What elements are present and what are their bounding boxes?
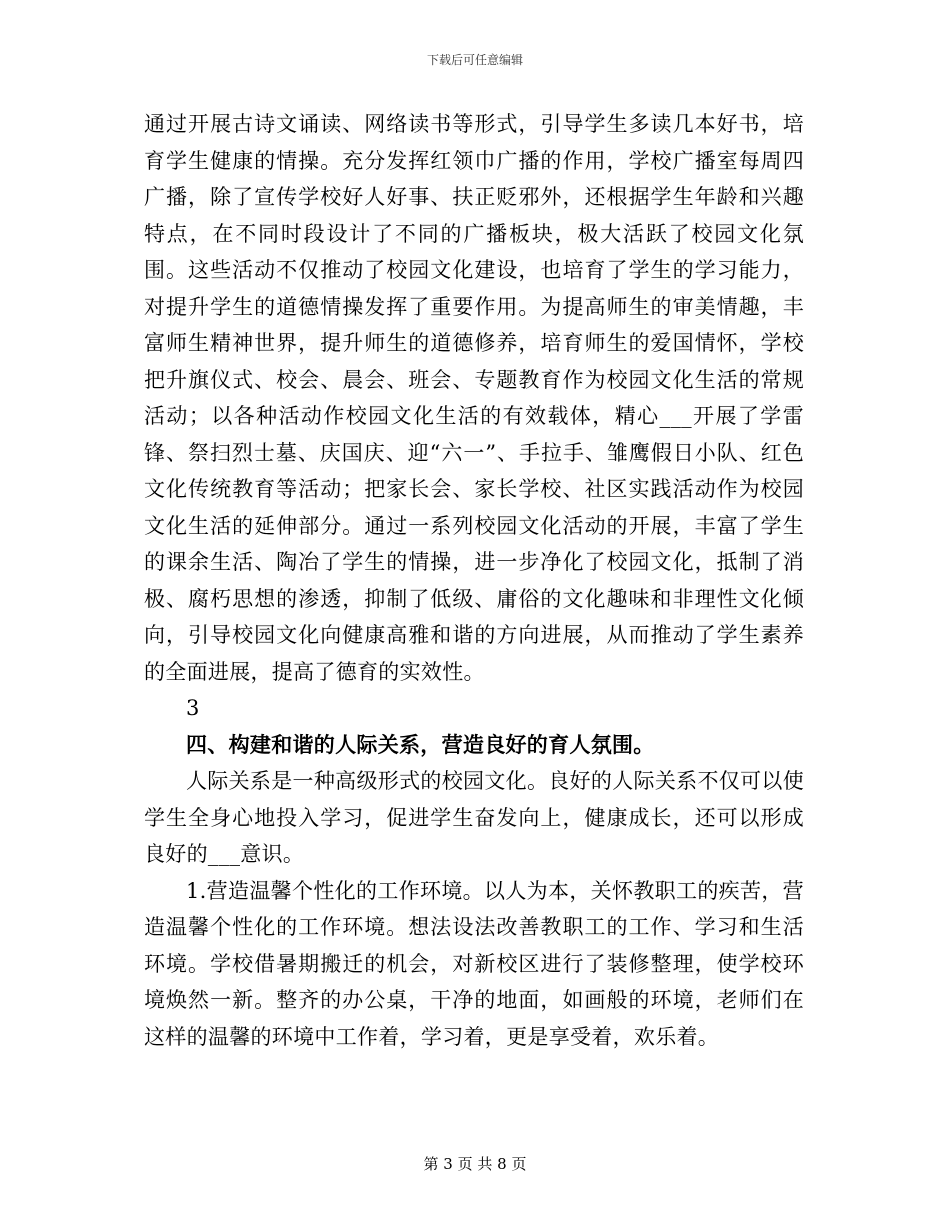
section-number: 3 [186,696,200,720]
section-heading: 四、构建和谐的人际关系，营造良好的育人氛围。 [186,731,655,757]
document-body [144,106,804,1055]
paragraph-activities: 通过开展古诗文诵读、网络读书等形式，引导学生多读几本好书，培育学生健康的情操。充分发挥红领巾广播的作用，学校广播室每周四广播，除了宣传学校好人好事、扶正贬邪外，还根据学生年龄和兴趣特点，在不同时段设计了不同的广播板块，极大活跃了校园文化氛围。这些活动不仅推动了校园文化建设，也培育了学生的学习能力，对提升学生的道德情操发挥了重要作用。为提高师生的审美情趣，丰富师生精神世界，提升师生的道德修养，培育师生的爱国情怀，学校把升旗仪式、校会、晨会、班会、专题教育作为校园文化生活的常规活动；以各种活动作校园文化生活的有效载体，精心___开展了学雷锋、祭扫烈士墓、庆国庆、迎“六一”、手拉手、雏鹰假日小队、红色文化传统教育等活动；把家长会、家长学校、社区实践活动作为校园文化生活的延伸部分。通过一系列校园文化活动的开展，丰富了学生的课余生活、陶冶了学生的情操，进一步净化了校园文化，抵制了消极、腐朽思想的渗透，抑制了低级、庸俗的文化趣味和非理性文化倾向，引导校园文化向健康高雅和谐的方向进展，从而推动了学生素养的全面进展，提高了德育的实效性。 [144,112,804,684]
page-header: 下载后可任意编辑 [426,53,523,67]
paragraph-relationships: 人际关系是一种高级形式的校园文化。良好的人际关系不仅可以使学生全身心地投入学习，促进学生奋发向上，健康成长，还可以形成良好的___意识。 [144,769,804,866]
page-footer: 第 3 页 共 8 页 [423,1155,527,1173]
paragraph-work-environment: 1.营造温馨个性化的工作环境。以人为本，关怀教职工的疾苦，营造温馨个性化的工作环境。想法设法改善教职工的工作、学习和生活环境。学校借暑期搬迁的机会，对新校区进行了装修整理，使学校环境焕然一新。整齐的办公桌，干净的地面，如画般的环境，老师们在这样的温馨的环境中工作着，学习着，更是享受着，欢乐着。 [144,878,804,1049]
